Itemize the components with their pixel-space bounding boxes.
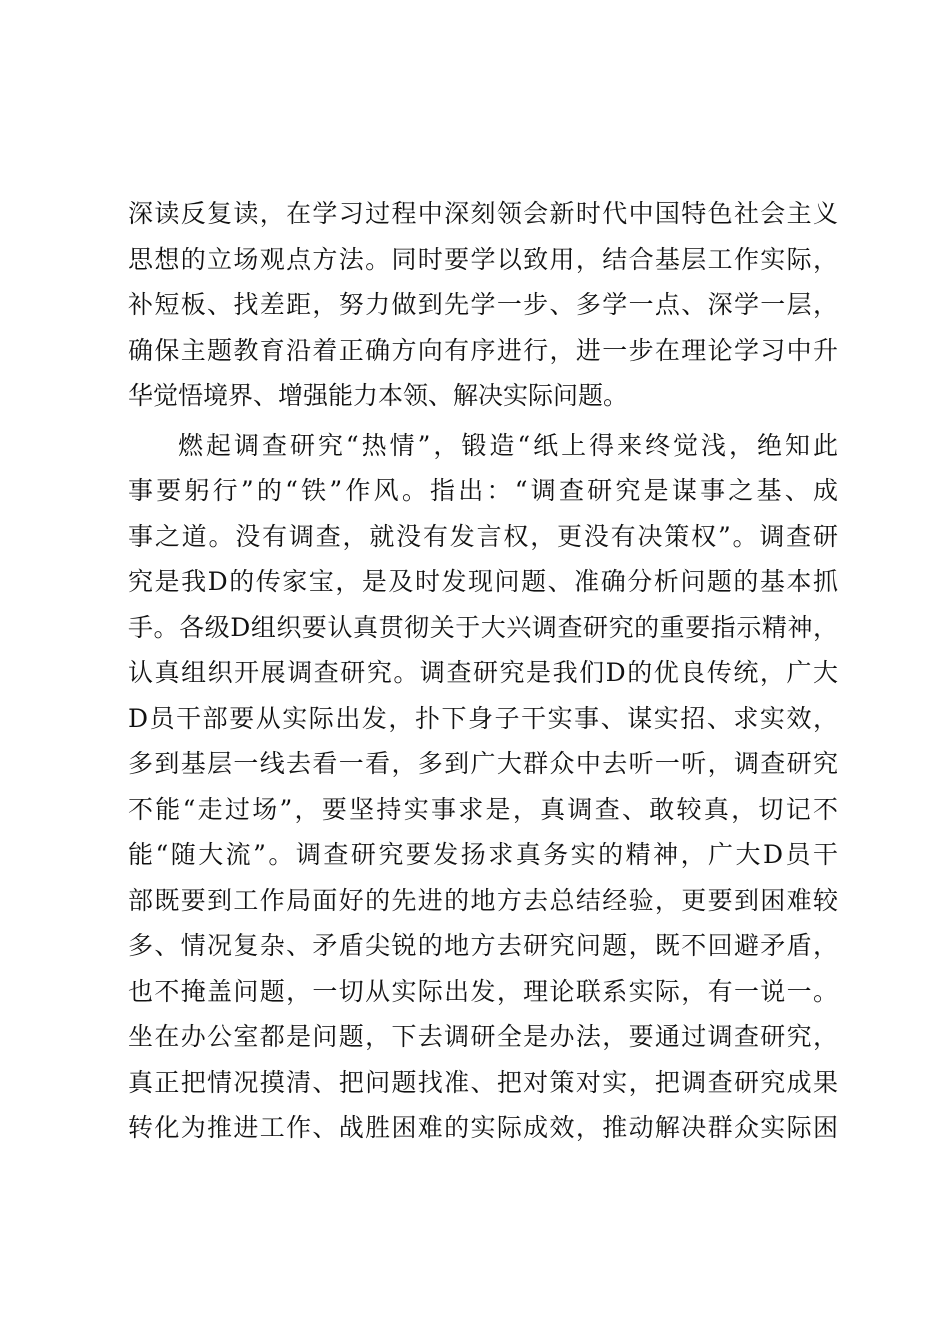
text-line: 部既要到工作局面好的先进的地方去总结经验，更要到困难较: [128, 885, 838, 915]
text-line: 华觉悟境界、增强能力本领、解决实际问题。: [128, 381, 629, 410]
text-line: 多、情况复杂、矛盾尖锐的地方去研究问题，既不回避矛盾，: [128, 931, 838, 960]
text-line: 事要躬行”的“铁”作风。指出：“调查研究是谋事之基、成: [128, 476, 838, 505]
document-body: [128, 191, 838, 1151]
text-line: 真正把情况摸清、把问题找准、把对策对实，把调查研究成果: [128, 1067, 838, 1097]
text-line: 究是我D的传家宝，是及时发现问题、准确分析问题的基本抓: [128, 567, 838, 596]
text-line: 确保主题教育沿着正确方向有序进行，进一步在理论学习中升: [128, 335, 838, 365]
text-line: 事之道。没有调查，就没有发言权，更没有决策权”。调查研: [128, 521, 838, 551]
paragraph-1: [128, 191, 838, 419]
text-line: 深读反复读，在学习过程中深刻领会新时代中国特色社会主义: [128, 199, 838, 228]
text-line: 不能“走过场”，要坚持实事求是，真调查、敢较真，切记不: [128, 794, 838, 824]
text-line: 多到基层一线去看一看，多到广大群众中去听一听，调查研究: [128, 749, 838, 778]
text-line: 认真组织开展调查研究。调查研究是我们D的优良传统，广大: [128, 658, 838, 687]
text-line: 能“随大流”。调查研究要发扬求真务实的精神，广大D员干: [128, 840, 838, 869]
text-line: 手。各级D组织要认真贯彻关于大兴调查研究的重要指示精神，: [128, 612, 838, 642]
text-line: 坐在办公室都是问题，下去调研全是办法，要通过调查研究，: [128, 1022, 838, 1051]
paragraph-2: [128, 423, 838, 1151]
text-line: 思想的立场观点方法。同时要学以致用，结合基层工作实际，: [128, 244, 838, 274]
text-line: 补短板、找差距，努力做到先学一步、多学一点、深学一层，: [128, 290, 838, 319]
text-line: 燃起调查研究“热情”，锻造“纸上得来终觉浅，绝知此: [178, 430, 838, 460]
text-line: D员干部要从实际出发，扑下身子干实事、谋实招、求实效，: [128, 703, 838, 733]
text-line: 也不掩盖问题，一切从实际出发，理论联系实际，有一说一。: [128, 976, 838, 1006]
text-line: 转化为推进工作、战胜困难的实际成效，推动解决群众实际困: [128, 1113, 838, 1142]
